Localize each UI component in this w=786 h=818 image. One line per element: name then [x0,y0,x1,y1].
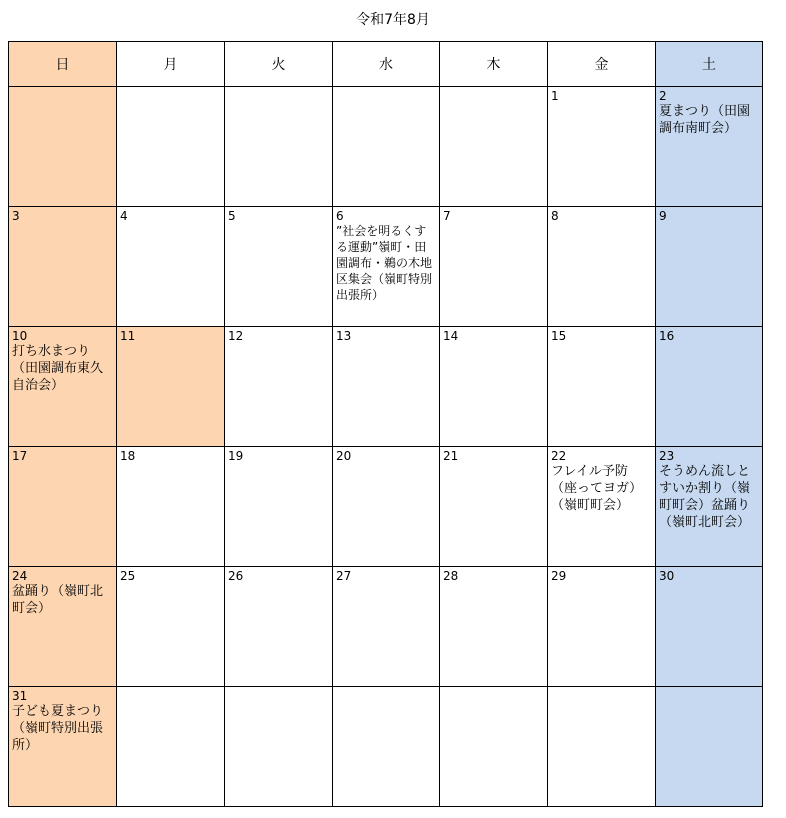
day-number [333,687,439,689]
day-cell [656,567,763,687]
day-number [440,87,547,89]
day-cell [440,207,548,327]
day-number: 20 [336,449,352,463]
day-number: 19 [228,449,244,463]
day-event: ”社会を明るくする運動”嶺町・田園調布・鵜の木地区集会（嶺町特別出張所） [336,224,433,302]
calendar-title: 令和7年8月 [356,12,430,28]
day-number: 27 [336,569,352,583]
week-row [9,87,763,207]
day-number: 24 [12,569,28,583]
day-cell [225,567,333,687]
day-cell [440,567,548,687]
day-cell [225,687,333,807]
week-row [9,327,763,447]
day-number [333,87,439,89]
day-event: フレイル予防（座ってヨガ）（嶺町町会） [551,464,643,513]
day-number: 8 [551,209,559,223]
day-number: 7 [443,209,451,223]
day-cell [9,207,117,327]
day-cell [117,687,225,807]
day-event: 夏まつり（田園調布南町会） [659,104,751,136]
day-cell [548,687,656,807]
day-cell [333,687,440,807]
day-cell [548,447,656,567]
day-cell [9,687,117,807]
day-number: 10 [12,329,28,343]
day-cell [333,207,440,327]
day-number: 6 [336,209,344,223]
day-number [656,687,762,689]
day-cell [440,447,548,567]
day-number: 25 [120,569,136,583]
day-cell [117,87,225,207]
day-number: 12 [228,329,244,343]
day-cell [225,327,333,447]
day-number: 5 [228,209,236,223]
day-number: 14 [443,329,459,343]
weekday-header-monday: 月 [117,42,225,87]
day-cell [333,87,440,207]
day-cell [656,447,763,567]
day-cell [440,327,548,447]
day-number: 30 [659,569,675,583]
day-cell [9,447,117,567]
day-cell [656,327,763,447]
weekday-header-row [9,42,763,87]
day-number: 22 [551,449,567,463]
weekday-header-wednesday: 水 [333,42,440,87]
day-event: 盆踊り（嶺町北町会） [12,584,104,616]
day-number: 26 [228,569,244,583]
day-number: 1 [551,89,559,103]
week-row [9,447,763,567]
week-row [9,567,763,687]
week-row [9,207,763,327]
day-number: 17 [12,449,28,463]
day-number: 15 [551,329,567,343]
day-number: 16 [659,329,675,343]
day-number: 13 [336,329,352,343]
day-cell [656,687,763,807]
day-cell [440,87,548,207]
day-cell [117,447,225,567]
day-cell [9,567,117,687]
day-number [117,87,224,89]
day-cell [548,87,656,207]
weekday-header-thursday: 木 [440,42,548,87]
day-event: 打ち水まつり（田園調布東久自治会） [12,344,104,393]
day-event: そうめん流しとすいか割り（嶺町町会）盆踊り（嶺町北町会） [659,464,751,530]
day-number: 31 [12,689,28,703]
day-number [117,687,224,689]
day-number: 2 [659,89,667,103]
weekday-header-sunday: 日 [9,42,117,87]
day-number [440,687,547,689]
day-number: 28 [443,569,459,583]
day-event: 子ども夏まつり（嶺町特別出張所） [12,704,104,753]
day-cell [333,327,440,447]
day-number [9,87,116,89]
day-cell [117,207,225,327]
day-cell [548,207,656,327]
day-cell [656,87,763,207]
weekday-header-saturday: 土 [656,42,763,87]
day-cell [9,87,117,207]
day-cell [548,327,656,447]
weekday-header-tuesday: 火 [225,42,333,87]
day-number: 3 [12,209,20,223]
day-number: 23 [659,449,675,463]
calendar-table [8,41,763,807]
day-number [225,87,332,89]
day-number: 29 [551,569,567,583]
day-cell [9,327,117,447]
day-cell [440,687,548,807]
day-number [225,687,332,689]
weekday-header-friday: 金 [548,42,656,87]
week-row [9,687,763,807]
day-number: 21 [443,449,459,463]
day-cell [225,447,333,567]
day-cell [225,207,333,327]
day-cell-holiday [117,327,225,447]
day-number: 4 [120,209,128,223]
day-number [548,687,655,689]
day-number: 9 [659,209,667,223]
day-cell [333,447,440,567]
day-number: 18 [120,449,136,463]
day-cell [548,567,656,687]
day-cell [333,567,440,687]
day-cell [117,567,225,687]
day-cell [656,207,763,327]
day-cell [225,87,333,207]
day-number: 11 [120,329,136,343]
